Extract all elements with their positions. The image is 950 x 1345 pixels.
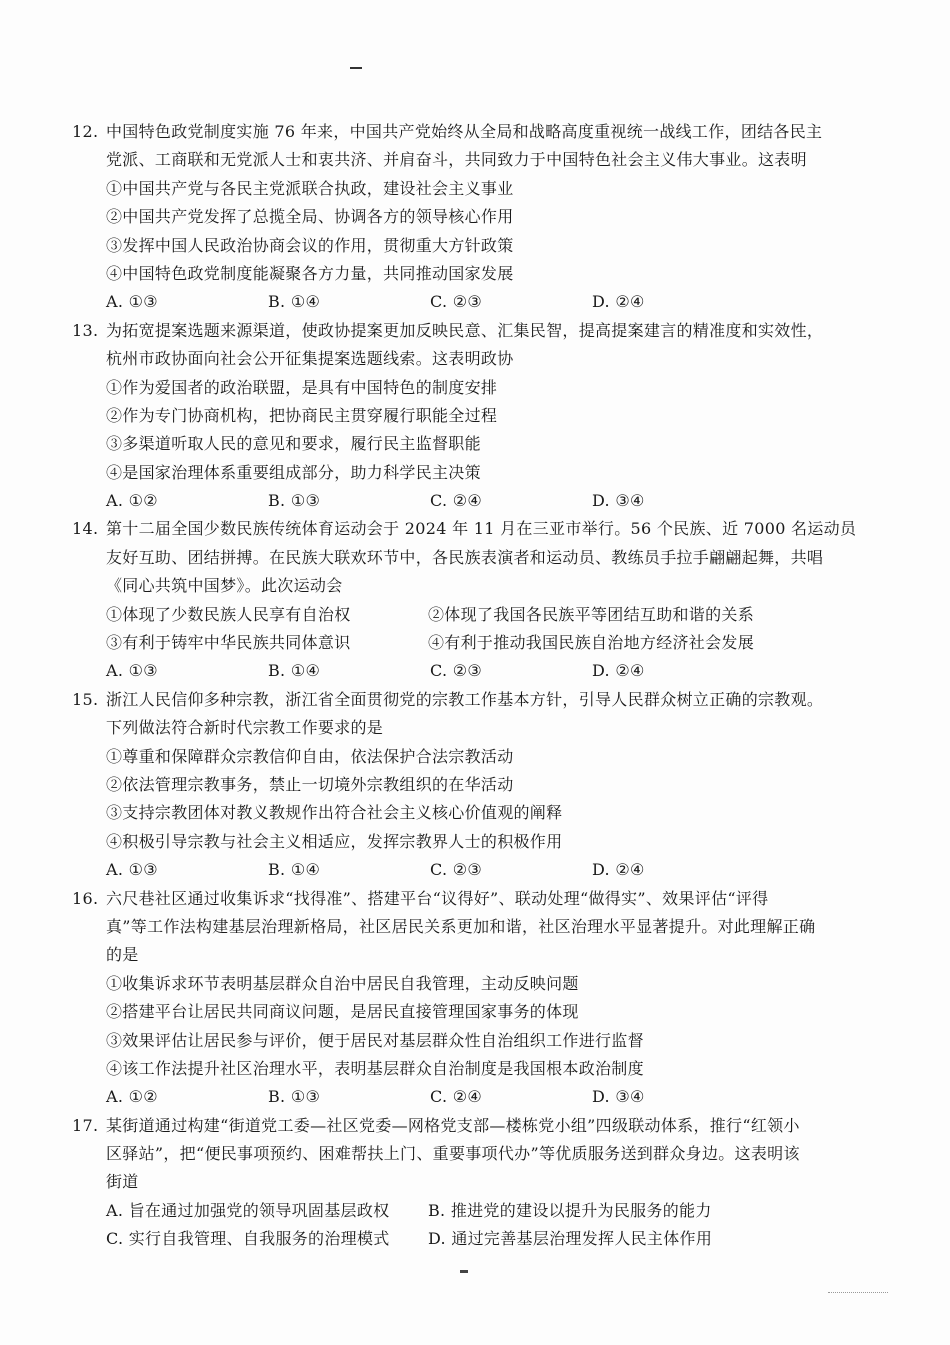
statement-4: ④积极引导宗教与社会主义相适应，发挥宗教界人士的积极作用 — [106, 831, 563, 851]
option-b[interactable]: B. ①④ — [268, 661, 321, 681]
answer-options — [72, 487, 832, 515]
option-b[interactable]: B. ①③ — [268, 1087, 321, 1107]
question-stem-line: 真”等工作法构建基层治理新格局，社区居民关系更加和谐，社区治理水平显著提升。对此理解正确 — [106, 916, 816, 936]
question-17 — [72, 1112, 832, 1254]
option-a[interactable]: A. ①③ — [106, 661, 158, 681]
answer-options — [72, 1225, 832, 1253]
statement-2: ②作为专门协商机构，把协商民主贯穿履行职能全过程 — [106, 405, 498, 425]
question-number: 12. — [72, 122, 99, 141]
statement-2: ②依法管理宗教事务，禁止一切境外宗教组织的在华活动 — [106, 774, 514, 794]
option-c[interactable]: C. ②③ — [430, 292, 483, 312]
option-b[interactable]: B. ①④ — [268, 292, 321, 312]
statement-3: ③多渠道听取人民的意见和要求，履行民主监督职能 — [106, 434, 481, 454]
statement-1: ①作为爱国者的政治联盟，是具有中国特色的制度安排 — [106, 377, 498, 397]
option-c[interactable]: C. ②③ — [430, 860, 483, 880]
option-a[interactable]: A. 旨在通过加强党的领导巩固基层政权 — [106, 1200, 390, 1220]
option-c[interactable]: C. ②④ — [430, 1087, 483, 1107]
question-stem-line: 为拓宽提案选题来源渠道，使政协提案更加反映民意、汇集民智，提高提案建言的精准度和实效性， — [106, 320, 824, 340]
question-stem-line: 党派、工商联和无党派人士和衷共济、并肩奋斗，共同致力于中国特色社会主义伟大事业。这表明 — [106, 150, 807, 170]
option-c[interactable]: C. ②③ — [430, 661, 483, 681]
option-c[interactable]: C. ②④ — [430, 491, 483, 511]
option-c[interactable]: C. 实行自我管理、自我服务的治理模式 — [106, 1229, 390, 1249]
option-a[interactable]: A. ①③ — [106, 292, 158, 312]
option-b[interactable]: B. ①③ — [268, 491, 321, 511]
question-stem-line: 《同心共筑中国梦》。此次运动会 — [106, 576, 343, 596]
statement-2: ②搭建平台让居民共同商议问题，是居民直接管理国家事务的体现 — [106, 1002, 579, 1022]
question-number: 13. — [72, 320, 99, 340]
statement-4: ④是国家治理体系重要组成部分，助力科学民主决策 — [106, 462, 481, 482]
question-list — [72, 118, 857, 1254]
question-number: 15. — [72, 689, 99, 709]
page-mark-top — [350, 67, 362, 69]
statement-3: ③有利于铸牢中华民族共同体意识 — [106, 633, 351, 653]
question-stem-line: 杭州市政协面向社会公开征集提案选题线索。这表明政协 — [106, 349, 514, 369]
statement-1: ①中国共产党与各民主党派联合执政，建设社会主义事业 — [106, 178, 514, 198]
answer-options — [72, 657, 832, 685]
answer-options — [72, 288, 832, 316]
statement-4: ④中国特色政党制度能凝聚各方力量，共同推动国家发展 — [106, 263, 514, 283]
question-stem-line: 中国特色政党制度实施 76 年来，中国共产党始终从全局和战略高度重视统一战线工作，团结各民主 — [106, 122, 823, 141]
answer-options — [72, 1197, 832, 1225]
statement-1: ①收集诉求环节表明基层群众自治中居民自我管理，主动反映问题 — [106, 973, 579, 993]
statement-row — [72, 629, 832, 657]
page-mark-corner — [828, 1292, 888, 1295]
question-number: 17. — [72, 1115, 99, 1135]
option-d[interactable]: D. 通过完善基层治理发挥人民主体作用 — [428, 1229, 713, 1249]
question-stem-line: 浙江人民信仰多种宗教，浙江省全面贯彻党的宗教工作基本方针，引导人民群众树立正确的宗教观。 — [106, 689, 824, 709]
option-d[interactable]: D. ③④ — [592, 1087, 645, 1107]
statement-2: ②体现了我国各民族平等团结互助和谐的关系 — [428, 604, 755, 624]
statement-3: ③发挥中国人民政治协商会议的作用，贯彻重大方针政策 — [106, 235, 514, 255]
option-a[interactable]: A. ①③ — [106, 860, 158, 880]
question-stem-line: 街道 — [106, 1172, 139, 1192]
question-13 — [72, 317, 832, 516]
option-a[interactable]: A. ①② — [106, 1087, 158, 1107]
question-number: 16. — [72, 888, 99, 908]
question-stem-line: 的是 — [106, 945, 139, 965]
statement-1: ①尊重和保障群众宗教信仰自由，依法保护合法宗教活动 — [106, 746, 514, 766]
statement-2: ②中国共产党发挥了总揽全局、协调各方的领导核心作用 — [106, 207, 514, 227]
answer-options — [72, 1083, 832, 1111]
question-12 — [72, 118, 832, 317]
statement-3: ③效果评估让居民参与评价，便于居民对基层群众性自治组织工作进行监督 — [106, 1030, 644, 1050]
question-16 — [72, 885, 832, 1112]
question-stem-line: 某街道通过构建“街道党工委—社区党委—网格党支部—楼栋党小组”四级联动体系，推行“红领小 — [106, 1115, 800, 1135]
option-d[interactable]: D. ②④ — [592, 661, 645, 681]
question-stem-line: 六尺巷社区通过收集诉求“找得准”、搭建平台“议得好”、联动处理“做得实”、效果评估“评得 — [106, 888, 769, 908]
question-14 — [72, 515, 857, 685]
question-stem-line: 区驿站”，把“便民事项预约、困难帮扶上门、重要事项代办”等优质服务送到群众身边。这表明该 — [106, 1144, 800, 1164]
option-d[interactable]: D. ③④ — [592, 491, 645, 511]
option-d[interactable]: D. ②④ — [592, 860, 645, 880]
statement-3: ③支持宗教团体对教义教规作出符合社会主义核心价值观的阐释 — [106, 803, 563, 823]
option-a[interactable]: A. ①② — [106, 491, 158, 511]
answer-options — [72, 856, 832, 884]
question-15 — [72, 686, 832, 885]
statement-4: ④有利于推动我国民族自治地方经济社会发展 — [428, 633, 755, 653]
option-b[interactable]: B. 推进党的建设以提升为民服务的能力 — [428, 1200, 712, 1220]
question-number: 14. — [72, 519, 99, 539]
question-stem-line: 友好互助、团结拼搏。在民族大联欢环节中，各民族表演者和运动员、教练员手拉手翩翩起舞，共唱 — [106, 547, 824, 567]
question-stem-line: 下列做法符合新时代宗教工作要求的是 — [106, 718, 384, 738]
page-mark-bottom — [460, 1270, 468, 1273]
statement-4: ④该工作法提升社区治理水平，表明基层群众自治制度是我国根本政治制度 — [106, 1058, 644, 1078]
statement-1: ①体现了少数民族人民享有自治权 — [106, 604, 351, 624]
option-d[interactable]: D. ②④ — [592, 292, 645, 312]
option-b[interactable]: B. ①④ — [268, 860, 321, 880]
statement-row — [72, 601, 832, 629]
question-stem-line: 第十二届全国少数民族传统体育运动会于 2024 年 11 月在三亚市举行。56 个民族、近 7000 名运动员 — [106, 519, 857, 539]
